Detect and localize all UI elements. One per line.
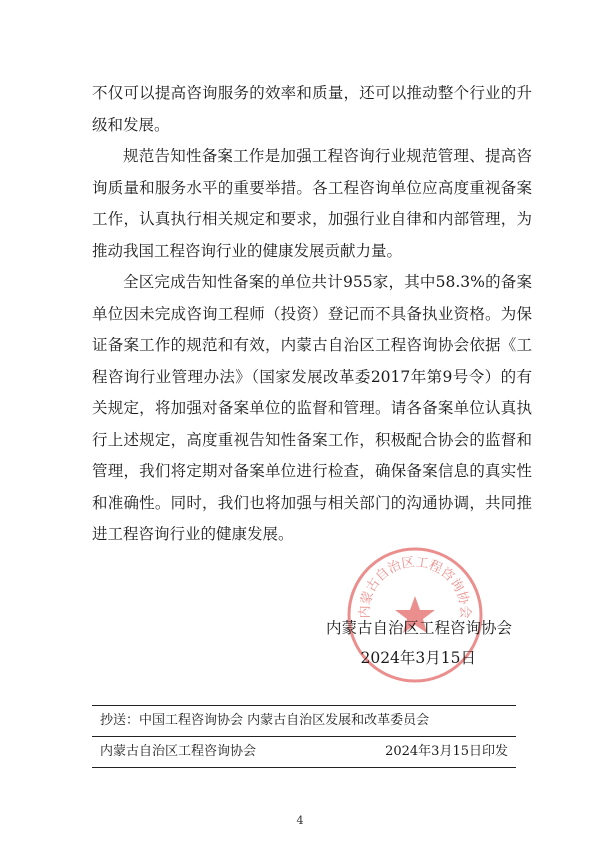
page-number: 4 [296,814,304,827]
signature-org: 内蒙古自治区工程咨询协会 [325,619,512,637]
cc-line: 抄送：中国工程咨询协会 内蒙古自治区发展和改革委员会 [100,713,430,728]
body-paragraph-3: 全区完成告知性备案的单位共计955家，其中58.3%的备案单位因未完成咨询工程师（投资）登记而不具备执业资格。为保证备案工作的规范和有效，内蒙古自治区工程咨询协会依据《工程咨询行业管理办法》（国家发展改革委2017年第9号令）的有关规定，将加强对备案单位的监督和管理。请各备案单位认真执行上述规定，高度重视告知性备案工作，积极配合协会的监督和管理，我们将定期对备案单位进行检查，确保备案信息的真实性和准确性。同时，我们也将加强与相关部门的沟通协调，共同推进工程咨询行业的健康发展。 [92,273,532,543]
footer-rule-top [92,705,516,706]
footer-rule-middle [92,736,516,737]
footer-rule-bottom [92,767,516,768]
body-paragraph-1: 不仅可以提高咨询服务的效率和质量，还可以推动整个行业的升级和发展。 [92,84,532,134]
issue-date: 2024年3月15日印发 [385,744,508,759]
svg-text:内蒙古自治区工程咨询协会: 内蒙古自治区工程咨询协会 [357,555,473,619]
signature-date: 2024年3月15日 [360,649,476,667]
issuer-name: 内蒙古自治区工程咨询协会 [100,744,257,759]
body-paragraph-2: 规范告知性备案工作是加强工程咨询行业规范管理、提高咨询质量和服务水平的重要举措。各工程咨询单位应高度重视备案工作，认真执行相关规定和要求，加强行业自律和内部管理，为推动我国工程咨询行业的健康发展贡献力量。 [92,147,532,260]
